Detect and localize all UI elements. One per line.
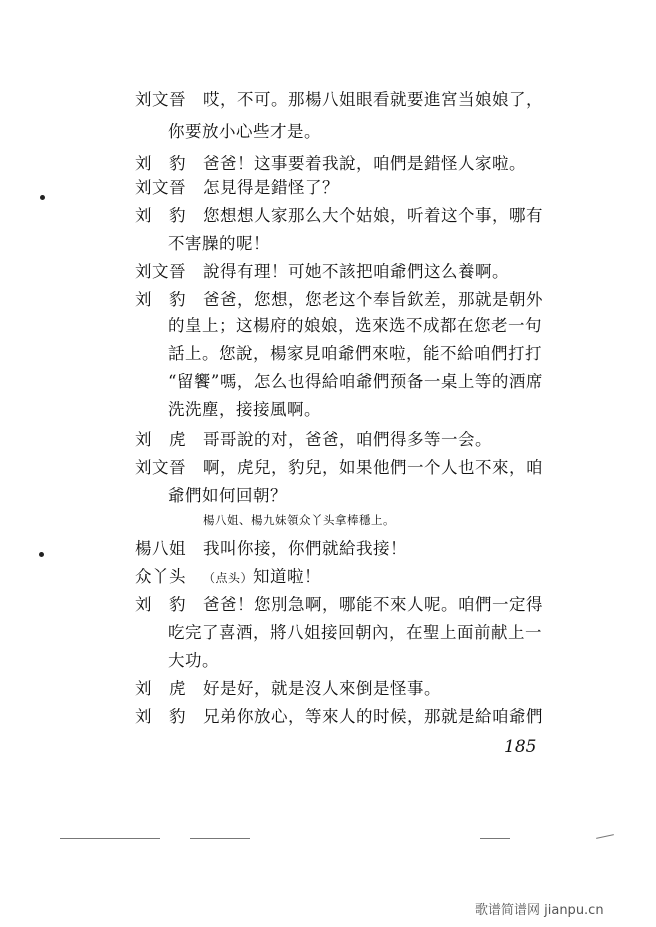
speaker-name: 刘 豹: [135, 595, 186, 614]
dialogue-line: [135, 594, 543, 616]
speaker-name: 刘 豹: [135, 707, 186, 726]
dialogue-line: [135, 205, 543, 227]
dialogue-text: 爸爸，您想，您老这个奉旨欽差，那就是朝外: [203, 290, 543, 309]
speaker-name: 刘文晉: [135, 262, 186, 281]
dialogue-line: [135, 538, 407, 560]
scan-edge-mark: [190, 838, 250, 839]
dialogue-line: [135, 457, 543, 479]
dialogue-line: [135, 89, 543, 111]
dialogue-text: 啊，虎兒，豹兒，如果他們一个人也不來，咱: [203, 458, 543, 477]
stage-note: （点头）: [203, 571, 254, 585]
dialogue-line: [135, 429, 492, 451]
dialogue-continuation: 的皇上；这楊府的娘娘，选來选不成都在您老一句: [168, 316, 542, 335]
dialogue-text: 知道啦！: [253, 567, 322, 586]
dialogue-line: [135, 289, 543, 311]
page-number: 185: [504, 737, 537, 757]
dialogue-continuation: 話上。您說，楊家見咱爺們來啦，能不給咱們打打: [168, 344, 542, 363]
dialogue-continuation: 不害臊的呢！: [168, 234, 270, 253]
dialogue-text: 說得有理！可她不該把咱爺們这么養啊。: [203, 262, 509, 281]
dialogue-text: 好是好，就是沒人來倒是怪事。: [203, 679, 441, 698]
dialogue-line: [135, 566, 321, 589]
site-watermark: 歌谱简谱网 jianpu.cn: [475, 903, 604, 918]
scan-speck: [39, 552, 44, 557]
scan-speck: [40, 195, 45, 200]
dialogue-text: 爸爸！这事要着我說，咱們是錯怪人家啦。: [203, 154, 526, 173]
dialogue-continuation: 大功。: [168, 651, 219, 670]
dialogue-text: 您想想人家那么大个姑娘，听着这个事，哪有: [203, 206, 543, 225]
dialogue-line: [135, 678, 441, 700]
dialogue-line: [135, 177, 339, 199]
dialogue-continuation: 你要放小心些才是。: [168, 122, 321, 141]
dialogue-continuation: 吃完了喜酒，將八姐接回朝內，在聖上面前献上一: [168, 623, 542, 642]
speaker-name: 楊八姐: [135, 539, 186, 558]
speaker-name: 刘 豹: [135, 206, 186, 225]
speaker-name: 众丫头: [135, 567, 186, 586]
speaker-name: 刘文晉: [135, 178, 186, 197]
speaker-name: 刘 虎: [135, 430, 186, 449]
dialogue-line: [135, 706, 543, 728]
dialogue-text: 哎，不可。那楊八姐眼看就要進宮当娘娘了，: [203, 90, 543, 109]
speaker-name: 刘 虎: [135, 679, 186, 698]
scan-edge-mark: [60, 838, 160, 839]
scan-edge-mark: [596, 834, 614, 839]
dialogue-continuation: “留饗”嗎，怎么也得給咱爺們预备一桌上等的酒席: [168, 372, 543, 391]
dialogue-text: 我叫你接，你們就給我接！: [203, 539, 407, 558]
scan-edge-mark: [480, 838, 510, 839]
speaker-name: 刘 豹: [135, 290, 186, 309]
speaker-name: 刘文晉: [135, 90, 186, 109]
dialogue-line: [135, 153, 526, 175]
dialogue-continuation: 爺們如何回朝？: [168, 486, 287, 505]
dialogue-text: 怎見得是錯怪了？: [203, 178, 339, 197]
speaker-name: 刘 豹: [135, 154, 186, 173]
dialogue-text: 兄弟你放心，等來人的时候，那就是給咱爺們: [203, 707, 543, 726]
dialogue-continuation: 洗洗塵，接接風啊。: [168, 400, 321, 419]
dialogue-text: 爸爸！您別急啊，哪能不來人呢。咱們一定得: [203, 595, 543, 614]
dialogue-line: [135, 261, 509, 283]
stage-direction: 楊八姐、楊九妹領众丫头拿棒穩上。: [203, 513, 395, 527]
dialogue-text: 哥哥說的对，爸爸，咱們得多等一会。: [203, 430, 492, 449]
speaker-name: 刘文晉: [135, 458, 186, 477]
